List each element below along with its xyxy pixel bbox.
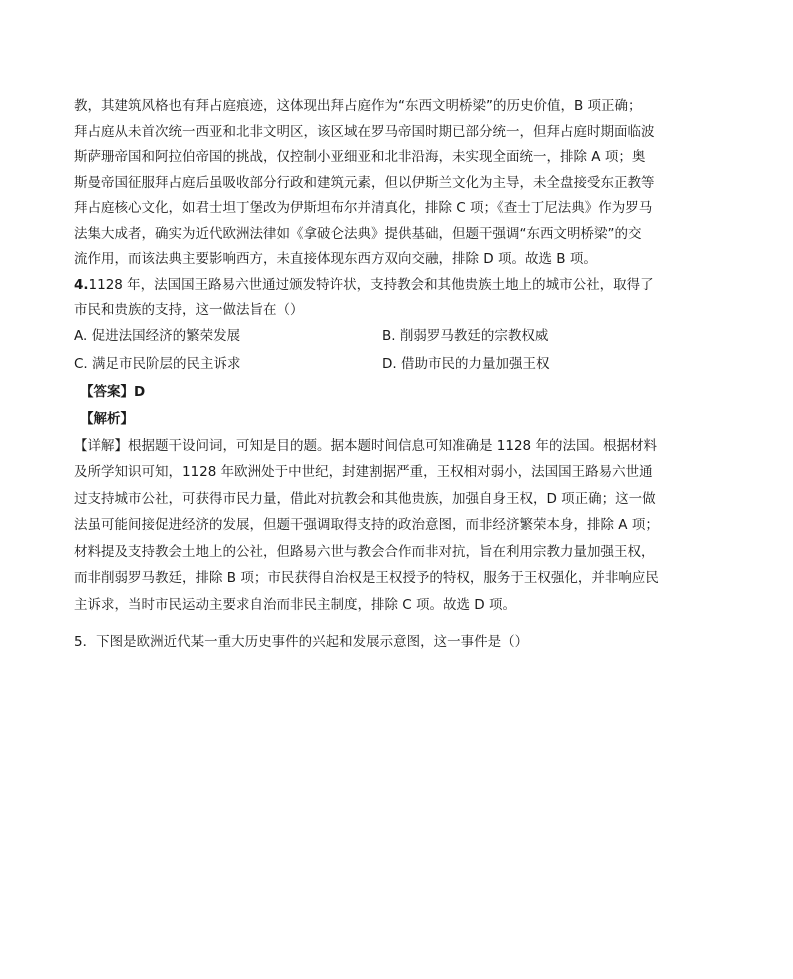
page-content xyxy=(74,94,722,655)
explanation-line: 教，其建筑风格也有拜占庭痕迹，这体现出拜占庭作为“东西文明桥梁”的历史价值，B 项正确； xyxy=(74,98,642,114)
detail-line: 及所学知识可知，1128 年欧洲处于中世纪，封建割据严重，王权相对弱小，法国国王路易六世通 xyxy=(74,464,653,480)
option-a[interactable]: A. 促进法国经济的繁荣发展 xyxy=(74,327,241,344)
explanation-line: 拜占庭核心文化，如君士坦丁堡改为伊斯坦布尔并清真化，排除 C 项；《查士丁尼法典》作为罗马 xyxy=(74,200,653,216)
option-c[interactable]: C. 满足市民阶层的民主诉求 xyxy=(74,355,241,372)
explanation-line: 法集大成者，确实为近代欧洲法律如《拿破仑法典》提供基础，但题干强调“东西文明桥梁”的交 xyxy=(74,225,642,242)
explanation-line: 斯萨珊帝国和阿拉伯帝国的挑战，仅控制小亚细亚和北非沿海，未实现全面统一，排除 A 项；奥 xyxy=(74,149,646,165)
answer-label: 【答案】D xyxy=(80,383,146,400)
option-d[interactable]: D. 借助市民的力量加强王权 xyxy=(382,355,550,372)
question-4-options xyxy=(74,324,722,379)
detail-line: 材料提及支持教会土地上的公社，但路易六世与教会合作而非对抗，旨在利用宗教力量加强王权， xyxy=(74,543,655,560)
question-4-number: 4. xyxy=(74,276,89,293)
explanation-line: 斯曼帝国征服拜占庭后虽吸收部分行政和建筑元素，但以伊斯兰文化为主导，未全盘接受东正教等 xyxy=(74,174,655,191)
analysis-label: 【解析】 xyxy=(80,410,134,427)
previous-question-explanation xyxy=(74,94,722,273)
detail-line: 法虽可能间接促进经济的发展，但题干强调取得支持的政治意图，而非经济繁荣本身，排除 A 项； xyxy=(74,517,659,533)
detail-line: 【详解】根据题干设问词，可知是目的题。据本题时间信息可知准确是 1128 年的法国。根据材料 xyxy=(74,437,657,454)
question-4-stem-line-2: 市民和贵族的支持，这一做法旨在（） xyxy=(74,302,304,318)
detailed-explanation xyxy=(74,433,722,619)
question-4-stem-text: 1128 年，法国国王路易六世通过颁发特许状，支持教会和其他贵族土地上的城市公社，取得了 xyxy=(88,276,654,293)
explanation-line: 流作用，而该法典主要影响西方，未直接体现东西方双向交融，排除 D 项。故选 B 项。 xyxy=(74,251,597,267)
explanation-line: 拜占庭从未首次统一西亚和北非文明区，该区域在罗马帝国时期已部分统一，但拜占庭时期面临波 xyxy=(74,123,655,140)
detail-line: 过支持城市公社，可获得市民力量，借此对抗教会和其他贵族，加强自身王权，D 项正确；这一做 xyxy=(74,490,656,507)
option-b[interactable]: B. 削弱罗马教廷的宗教权威 xyxy=(382,327,549,344)
detail-line: 主诉求，当时市民运动主要求自治而非民主制度，排除 C 项。故选 D 项。 xyxy=(74,596,516,613)
question-4 xyxy=(74,273,722,619)
question-5-stem: 5．下图是欧洲近代某一重大历史事件的兴起和发展示意图，这一事件是（） xyxy=(74,634,529,650)
detail-line: 而非削弱罗马教廷，排除 B 项；市民获得自治权是王权授予的特权，服务于王权强化，并非响应民 xyxy=(74,570,659,586)
question-4-stem-line-1 xyxy=(74,273,722,299)
